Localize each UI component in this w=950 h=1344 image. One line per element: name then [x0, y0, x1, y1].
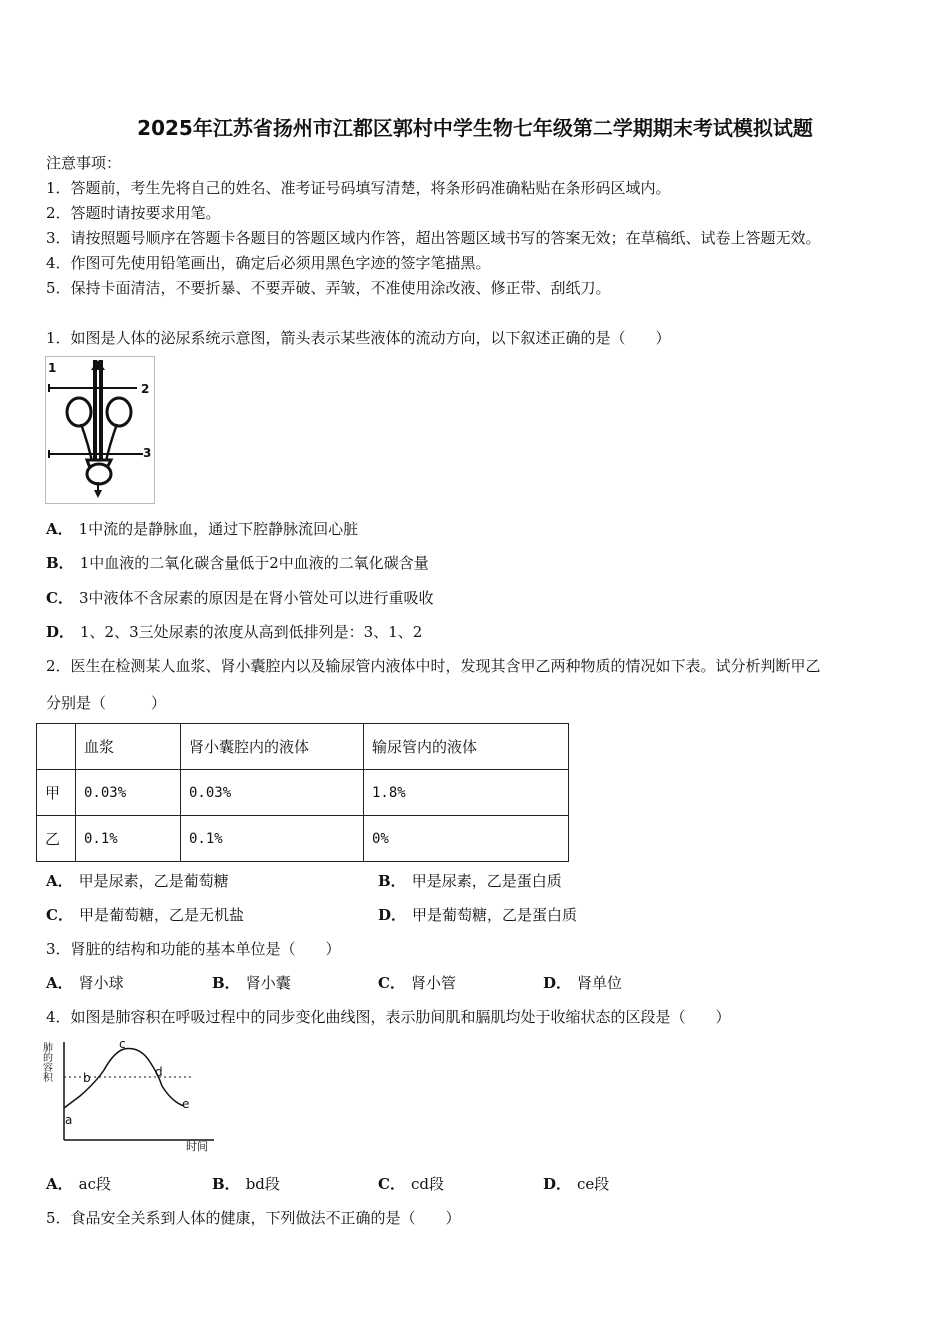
option-letter: D．: [543, 1175, 572, 1193]
q2-option-d: [378, 904, 577, 925]
graph-xlabel: 时间: [186, 1140, 208, 1153]
option-letter: A．: [46, 520, 73, 538]
option-text: 肾小球: [78, 974, 124, 992]
table-cell: 0%: [364, 816, 569, 862]
option-letter: B．: [378, 872, 406, 890]
option-letter: C．: [46, 589, 73, 607]
option-letter: C．: [378, 974, 405, 992]
q3-option-d: [543, 972, 622, 993]
q2-option-c: [46, 904, 244, 925]
q1-option-c: [46, 587, 434, 608]
table-header: 输尿管内的液体: [364, 724, 569, 770]
option-text: 肾小囊: [245, 974, 291, 992]
graph-ylabel: 肺的容积: [40, 1042, 52, 1082]
option-text: 肾单位: [577, 974, 623, 992]
graph-point-d: d: [155, 1065, 163, 1079]
notice-item: 1．答题前，考生先将自己的姓名、准考证号码填写清楚，将条形码准确粘贴在条形码区域内。: [46, 179, 671, 197]
figure-label-1: 1: [48, 361, 57, 375]
q2-option-a: [46, 870, 229, 891]
table-cell: 乙: [37, 816, 76, 862]
graph-point-b: b: [83, 1071, 91, 1085]
q2-stem: 2．医生在检测某人血浆、肾小囊腔内以及输尿管内液体中时，发现其含甲乙两种物质的情况如下表。试分析判断甲乙: [46, 657, 821, 675]
option-letter: A．: [46, 974, 73, 992]
q1-stem: 1．如图是人体的泌尿系统示意图，箭头表示某些液体的流动方向，以下叙述正确的是（ ）: [46, 329, 671, 347]
notice-heading: 注意事项：: [46, 154, 122, 172]
option-text: 1、2、3三处尿素的浓度从高到低排列是：3、1、2: [80, 623, 423, 641]
option-text: 肾小管: [410, 974, 456, 992]
option-letter: D．: [46, 623, 75, 641]
figure-label-2: 2: [141, 382, 150, 396]
table-cell: 1.8%: [364, 770, 569, 816]
q1-option-b: [46, 552, 429, 573]
notice-item: 2．答题时请按要求用笔。: [46, 204, 221, 222]
option-text: 3中液体不含尿素的原因是在肾小管处可以进行重吸收: [78, 589, 434, 607]
option-letter: B．: [212, 1175, 240, 1193]
q1-option-d: [46, 621, 422, 642]
option-letter: A．: [46, 1175, 73, 1193]
q4-option-c: [378, 1173, 444, 1194]
option-letter: B．: [46, 554, 74, 572]
option-text: bd段: [245, 1175, 280, 1193]
q4-option-a: [46, 1173, 111, 1194]
option-text: ac段: [78, 1175, 111, 1193]
q5-stem: 5．食品安全关系到人体的健康，下列做法不正确的是（ ）: [46, 1209, 461, 1227]
notice-item: 5．保持卡面清洁，不要折暴、不要弄破、弄皱，不准使用涂改液、修正带、刮纸刀。: [46, 279, 611, 297]
option-text: 甲是尿素，乙是葡萄糖: [78, 872, 229, 890]
graph-point-e: e: [182, 1097, 190, 1111]
option-letter: C．: [378, 1175, 405, 1193]
q1-option-a: [46, 518, 358, 539]
graph-point-c: c: [119, 1037, 126, 1051]
q2-table: [36, 723, 569, 862]
option-letter: A．: [46, 872, 73, 890]
option-letter: D．: [378, 906, 407, 924]
table-cell: [37, 724, 76, 770]
option-letter: D．: [543, 974, 572, 992]
option-letter: B．: [212, 974, 240, 992]
table-header: 肾小囊腔内的液体: [181, 724, 364, 770]
option-text: 甲是葡萄糖，乙是无机盐: [78, 906, 244, 924]
q4-option-b: [212, 1173, 280, 1194]
table-header: 血浆: [76, 724, 181, 770]
table-cell: 0.03%: [76, 770, 181, 816]
figure-label-3: 3: [143, 446, 152, 460]
lung-volume-graph: [40, 1036, 216, 1154]
graph-point-a: a: [65, 1113, 73, 1127]
page-title: 2025年江苏省扬州市江都区郭村中学生物七年级第二学期期末考试模拟试题: [137, 116, 813, 140]
notice-item: 3．请按照题号顺序在答题卡各题目的答题区域内作答，超出答题区域书写的答案无效；在草稿纸、试卷上答题无效。: [46, 229, 821, 247]
q4-stem: 4．如图是肺容积在呼吸过程中的同步变化曲线图，表示肋间肌和膈肌均处于收缩状态的区段是（ ）: [46, 1008, 731, 1026]
q2-stem-continued: 分别是（ ）: [46, 694, 167, 712]
urinary-system-figure: [45, 356, 155, 504]
table-cell: 甲: [37, 770, 76, 816]
q3-option-a: [46, 972, 124, 993]
option-text: ce段: [577, 1175, 610, 1193]
table-cell: 0.1%: [181, 816, 364, 862]
q3-option-b: [212, 972, 291, 993]
option-text: cd段: [410, 1175, 444, 1193]
q4-option-d: [543, 1173, 609, 1194]
option-text: 1中血液的二氧化碳含量低于2中血液的二氧化碳含量: [79, 554, 429, 572]
option-text: 甲是葡萄糖，乙是蛋白质: [412, 906, 578, 924]
table-row: [37, 816, 569, 862]
option-letter: C．: [46, 906, 73, 924]
table-cell: 0.03%: [181, 770, 364, 816]
option-text: 1中流的是静脉血，通过下腔静脉流回心脏: [78, 520, 359, 538]
q2-option-b: [378, 870, 562, 891]
table-cell: 0.1%: [76, 816, 181, 862]
q3-option-c: [378, 972, 456, 993]
table-header-row: [37, 724, 569, 770]
q3-stem: 3．肾脏的结构和功能的基本单位是（ ）: [46, 940, 341, 958]
option-text: 甲是尿素，乙是蛋白质: [411, 872, 562, 890]
table-row: [37, 770, 569, 816]
notice-item: 4．作图可先使用铅笔画出，确定后必须用黑色字迹的签字笔描黑。: [46, 254, 491, 272]
